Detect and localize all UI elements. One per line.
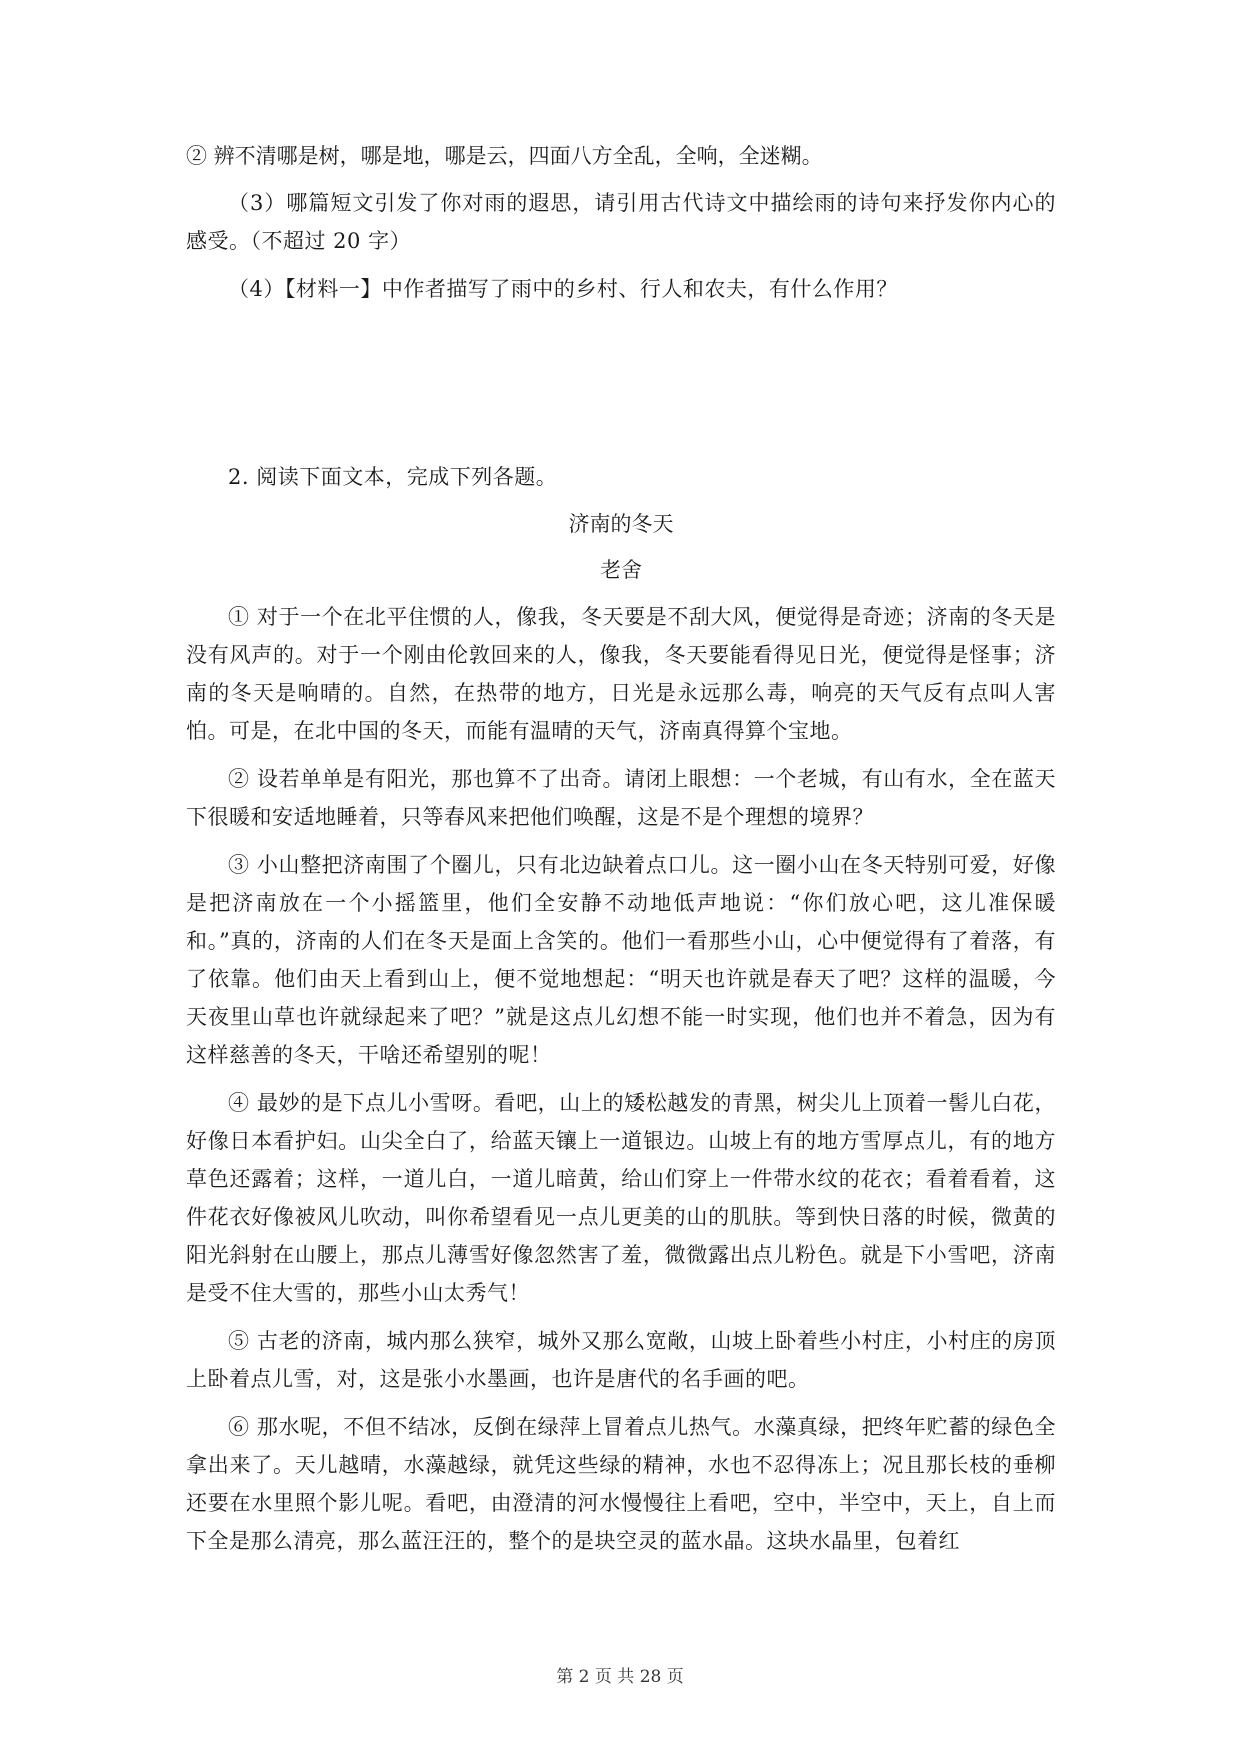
question-1-part-3: （3）哪篇短文引发了你对雨的遐思，请引用古代诗文中描绘雨的诗句来抒发你内心的感受。（不超过 20 字） bbox=[186, 191, 1056, 253]
page-number-footer: 第 2 页 共 28 页 bbox=[556, 1667, 684, 1687]
article-paragraph-1: ① 对于一个在北平住惯的人，像我，冬天要是不刮大风，便觉得是奇迹；济南的冬天是没有风声的。对于一个刚由伦敦回来的人，像我，冬天要能看得见日光，便觉得是怪事；济南的冬天是响晴的。自然，在热带的地方，日光是永远那么毒，响亮的天气反有点叫人害怕。可是，在北中国的冬天，而能有温晴的天气，济南真得算个宝地。 bbox=[186, 605, 1056, 743]
article-paragraph-4: ④ 最妙的是下点儿小雪呀。看吧，山上的矮松越发的青黑，树尖儿上顶着一髻儿白花，好像日本看护妇。山尖全白了，给蓝天镶上一道银边。山坡上有的地方雪厚点儿，有的地方草色还露着；这样，一道儿白，一道儿暗黄，给山们穿上一件带水纹的花衣；看着看着，这件花衣好像被风儿吹动，叫你希望看见一点儿更美的山的肌肤。等到快日落的时候，微黄的阳光斜射在山腰上，那点儿薄雪好像忽然害了羞，微微露出点儿粉色。就是下小雪吧，济南是受不住大雪的，那些小山太秀气！ bbox=[186, 1091, 1056, 1305]
article-paragraph-6: ⑥ 那水呢，不但不结冰，反倒在绿萍上冒着点儿热气。水藻真绿，把终年贮蓄的绿色全拿出来了。天儿越晴，水藻越绿，就凭这些绿的精神，水也不忍得冻上；况且那长枝的垂柳还要在水里照个影儿呢。看吧，由澄清的河水慢慢往上看吧，空中，半空中，天上，自上而下全是那么清亮，那么蓝汪汪的，整个的是块空灵的蓝水晶。这块水晶里，包着红 bbox=[186, 1415, 1056, 1553]
article-paragraph-5: ⑤ 古老的济南，城内那么狭窄，城外又那么宽敞，山坡上卧着些小村庄，小村庄的房顶上卧着点儿雪，对，这是张小水墨画，也许是唐代的名手画的吧。 bbox=[186, 1329, 1056, 1391]
question-1-part-4: （4）【材料一】中作者描写了雨中的乡村、行人和农夫，有什么作用？ bbox=[228, 277, 898, 301]
article-paragraph-2: ② 设若单单是有阳光，那也算不了出奇。请闭上眼想：一个老城，有山有水，全在蓝天下很暖和安适地睡着，只等春风来把他们唤醒，这是不是个理想的境界？ bbox=[186, 767, 1056, 829]
question-2-prompt: 2. 阅读下面文本，完成下列各题。 bbox=[228, 465, 558, 489]
document-page bbox=[186, 138, 1056, 1560]
article-author: 老舍 bbox=[600, 558, 642, 582]
article-title: 济南的冬天 bbox=[568, 512, 674, 536]
article-paragraph-3: ③ 小山整把济南围了个圈儿，只有北边缺着点口儿。这一圈小山在冬天特别可爱，好像是把济南放在一个小摇篮里，他们全安静不动地低声地说：“你们放心吧，这儿准保暖和。”真的，济南的人们在冬天是面上含笑的。他们一看那些小山，心中便觉得有了着落，有了依靠。他们由天上看到山上，便不觉地想起：“明天也许就是春天了吧？这样的温暖，今天夜里山草也许就绿起来了吧？”就是这点儿幻想不能一时实现，他们也并不着急，因为有这样慈善的冬天，干啥还希望别的呢！ bbox=[186, 853, 1056, 1067]
question-1-option-2: ② 辨不清哪是树，哪是地，哪是云，四面八方全乱，全响，全迷糊。 bbox=[186, 144, 823, 168]
